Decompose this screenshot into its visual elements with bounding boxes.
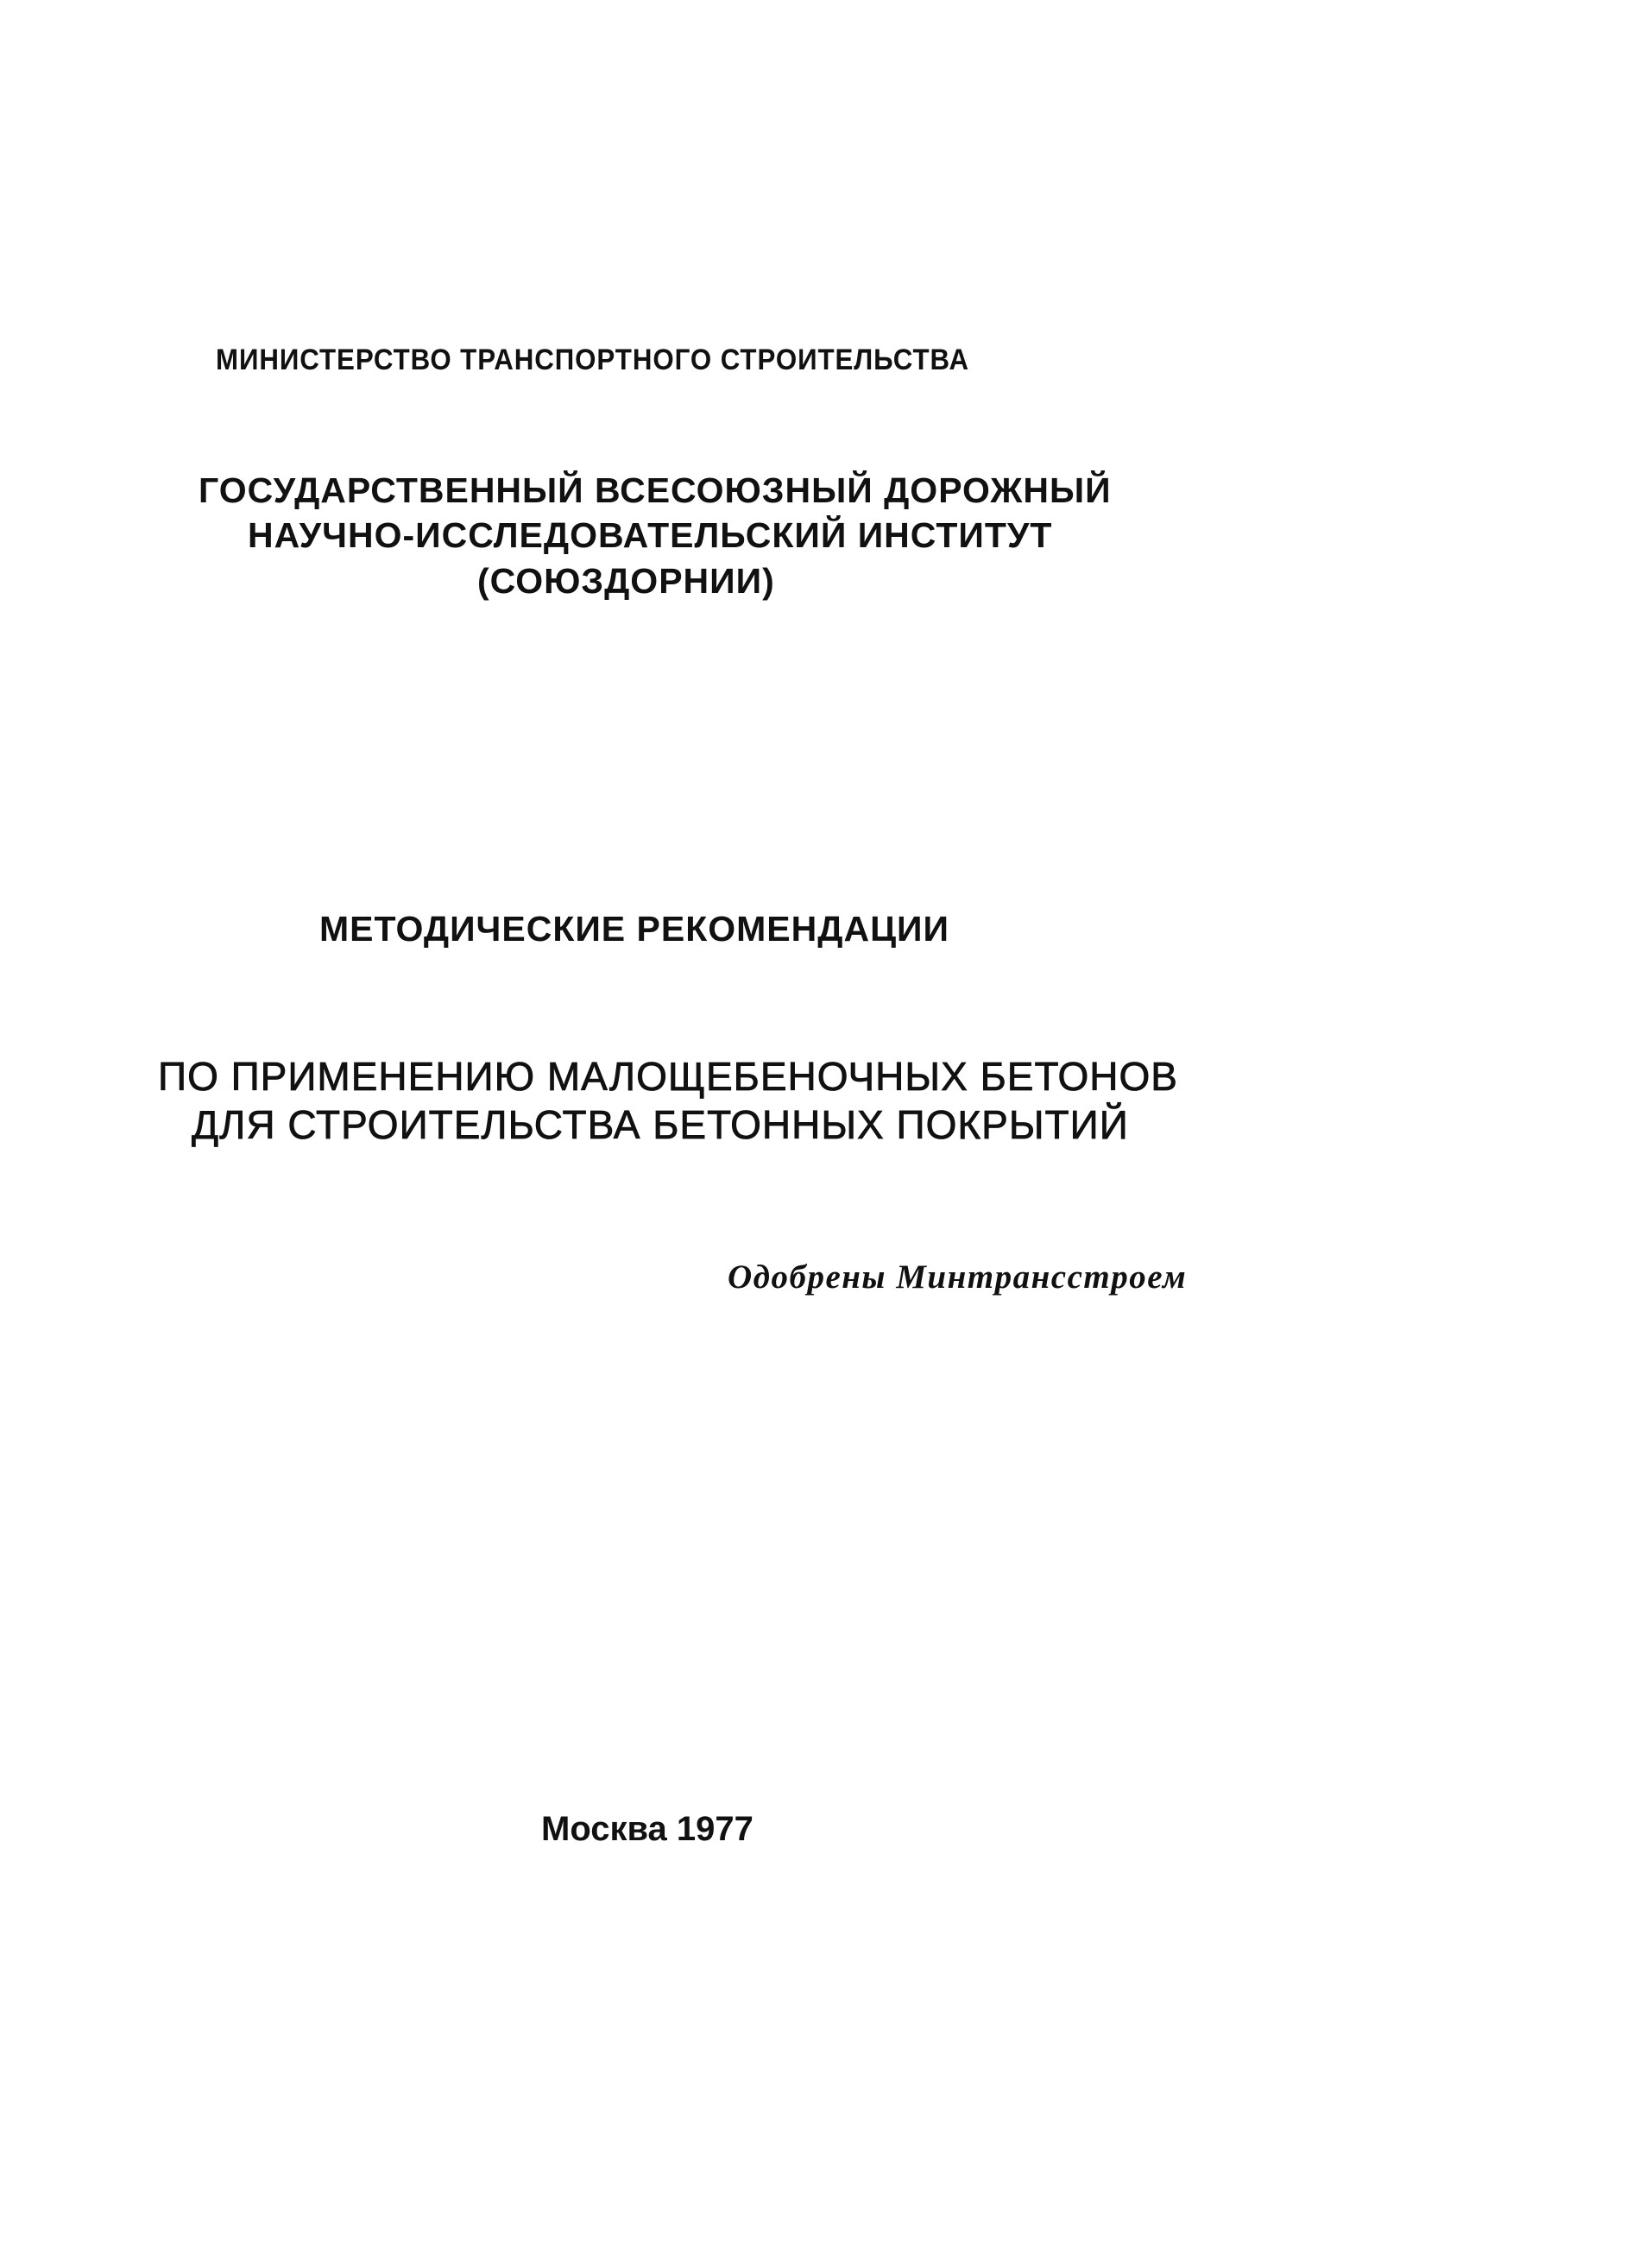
institute-abbreviation: (СОЮЗДОРНИИ) [477, 561, 775, 601]
institute-name-line-2: НАУЧНО-ИССЛЕДОВАТЕЛЬСКИЙ ИНСТИТУТ [248, 515, 1053, 555]
institute-name-line-1: ГОСУДАРСТВЕННЫЙ ВСЕСОЮЗНЫЙ ДОРОЖНЫЙ [199, 470, 1112, 510]
document-type-heading: МЕТОДИЧЕСКИЕ РЕКОМЕНДАЦИИ [319, 909, 949, 949]
approval-note: Одобрены Минтрансстроем [728, 1258, 1188, 1296]
document-subject-line-2: ДЛЯ СТРОИТЕЛЬСТВА БЕТОННЫХ ПОКРЫТИЙ [192, 1102, 1129, 1147]
ministry-name: МИНИСТЕРСТВО ТРАНСПОРТНОГО СТРОИТЕЛЬСТВА [216, 344, 969, 376]
document-subject-line-1: ПО ПРИМЕНЕНИЮ МАЛОЩЕБЕНОЧНЫХ БЕТОНОВ [158, 1054, 1178, 1099]
publication-place-year: Москва 1977 [541, 1810, 753, 1848]
